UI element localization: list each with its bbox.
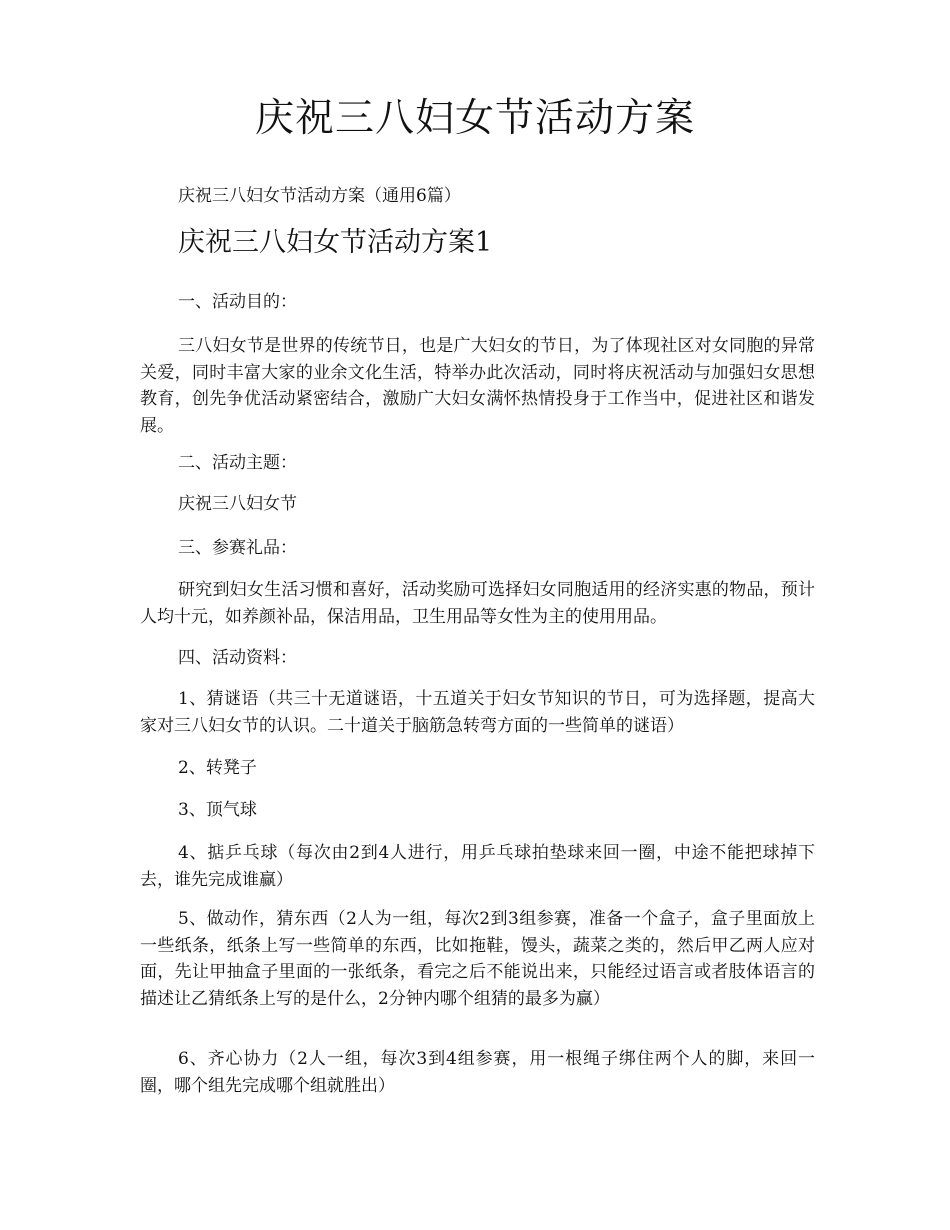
heading-activity-content: 四、活动资料： xyxy=(178,648,297,668)
list-item-riddles: 1、猜谜语（共三十无道谜语，十五道关于妇女节知识的节日，可为选择题，提高大家对三八妇女节的认识。二十道关于脑筋急转弯方面的一些简单的谜语） xyxy=(140,689,815,736)
heading-activity-theme: 二、活动主题： xyxy=(178,453,297,473)
list-item-charades: 5、做动作，猜东西（2人为一组，每次2到3组参赛，准备一个盒子，盒子里面放上一些纸条，纸条上写一些简单的东西，比如拖鞋，馒头，蔬菜之类的，然后甲乙两人应对面，先让甲抽盒子里面的一张纸条，看完之后不能说出来，只能经过语言或者肢体语言的描述让乙猜纸条上写的是什么，2分钟内哪个组猜的最多为赢） xyxy=(140,909,815,1009)
list-item-ping-pong: 4、掂乒乓球（每次由2到4人进行，用乒乓球拍垫球来回一圈，中途不能把球掉下去，谁先完成谁赢） xyxy=(140,843,815,890)
list-item-balloon: 3、顶气球 xyxy=(178,800,257,820)
list-item-rotating-stools: 2、转凳子 xyxy=(178,758,257,778)
paragraph-activity-purpose: 三八妇女节是世界的传统节日，也是广大妇女的节日，为了体现社区对女同胞的异常关爱，同时丰富大家的业余文化生活，特举办此次活动，同时将庆祝活动与加强妇女思想教育，创先争优活动紧密结合，激励广大妇女满怀热情投身于工作当中，促进社区和谐发展。 xyxy=(140,336,815,436)
heading-activity-purpose: 一、活动目的： xyxy=(178,292,297,312)
heading-prizes: 三、参赛礼品： xyxy=(178,538,297,558)
document-subtitle: 庆祝三八妇女节活动方案（通用6篇） xyxy=(178,186,461,206)
list-item-teamwork: 6、齐心协力（2人一组，每次3到4组参赛，用一根绳子绑住两个人的脚，来回一圈，哪个组先完成哪个组就胜出） xyxy=(140,1049,815,1096)
paragraph-prizes: 研究到妇女生活习惯和喜好，活动奖励可选择妇女同胞适用的经济实惠的物品，预计人均十元，如养颜补品，保洁用品，卫生用品等女性为主的使用用品。 xyxy=(140,580,815,627)
paragraph-activity-theme: 庆祝三八妇女节 xyxy=(178,494,297,514)
document-title: 庆祝三八妇女节活动方案 xyxy=(254,96,695,141)
section-heading: 庆祝三八妇女节活动方案1 xyxy=(178,227,493,258)
